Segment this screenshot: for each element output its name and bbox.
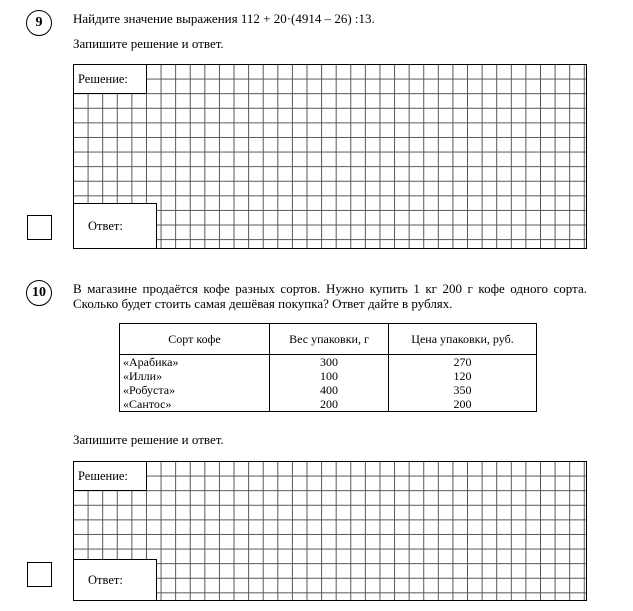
coffee-table-header-weight: Вес упаковки, г: [270, 324, 389, 355]
coffee-price: 270: [389, 355, 537, 370]
coffee-sort: «Арабика»: [120, 355, 270, 370]
task-10-instruction: Запишите решение и ответ.: [73, 432, 224, 447]
task-9-solution-label: Решение:: [74, 65, 147, 94]
task-10-prompt: В магазине продаётся кофе разных сортов. Нужно купить 1 кг 200 г кофе одного сорта. Сколько будет стоить самая дешёвая покупка? Ответ дайте в рублях.: [73, 281, 587, 311]
coffee-sort: «Илли»: [120, 369, 270, 383]
task-9-instruction: Запишите решение и ответ.: [73, 36, 224, 51]
task-10-answer-label: Ответ:: [74, 559, 157, 600]
coffee-weight: 200: [270, 397, 389, 412]
task-10-solution-label: Решение:: [74, 462, 147, 491]
coffee-price: 350: [389, 383, 537, 397]
coffee-table-header-sort: Сорт кофе: [120, 324, 270, 355]
table-row: [120, 397, 537, 412]
task-9-number: [26, 10, 52, 36]
coffee-table: [119, 323, 537, 412]
table-row: [120, 369, 537, 383]
coffee-table-header-price: Цена упаковки, руб.: [389, 324, 537, 355]
task-9-answer-label: Ответ:: [74, 203, 157, 248]
task-9-prompt: Найдите значение выражения 112 + 20·(4914 – 26) :13.: [73, 11, 375, 26]
task-10-solution-grid[interactable]: [73, 461, 587, 601]
coffee-price: 200: [389, 397, 537, 412]
task-10-number-text: 10: [32, 285, 46, 300]
table-row: [120, 355, 537, 370]
task-10-answer-checkbox[interactable]: [27, 562, 52, 587]
coffee-sort: «Робуста»: [120, 383, 270, 397]
coffee-weight: 400: [270, 383, 389, 397]
coffee-weight: 300: [270, 355, 389, 370]
task-9-number-text: 9: [35, 15, 43, 30]
task-9-solution-grid[interactable]: [73, 64, 587, 249]
task-10-number: [26, 280, 52, 306]
coffee-weight: 100: [270, 369, 389, 383]
coffee-sort: «Сантос»: [120, 397, 270, 412]
coffee-price: 120: [389, 369, 537, 383]
task-9-answer-checkbox[interactable]: [27, 215, 52, 240]
table-row: [120, 383, 537, 397]
